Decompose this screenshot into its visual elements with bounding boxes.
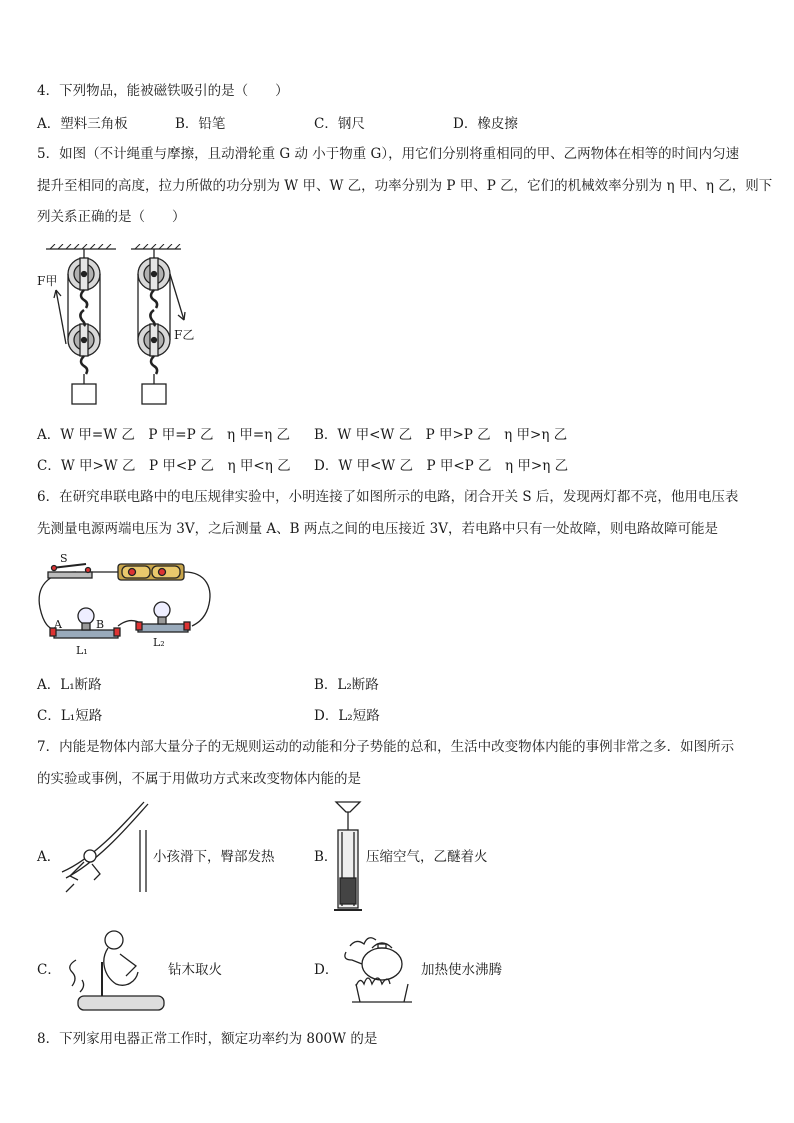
slide-child-figure — [60, 800, 152, 896]
q5-option-d: D．W 甲<W 乙 P 甲<P 乙 η 甲>η 乙 — [314, 458, 569, 474]
fig-label-a: A — [54, 618, 62, 631]
q7-option-b-letter: B． — [314, 849, 338, 865]
q7-option-c-letter: C． — [37, 962, 61, 978]
q4-option-a: A．塑料三角板 — [37, 116, 128, 132]
q6-line-1: 6．在研究串联电路中的电压规律实验中，小明连接了如图所示的电路，闭合开关 S 后，发现两灯都不亮，他用电压表 — [37, 489, 739, 505]
q7-line-2: 的实验或事例，不属于用做功方式来改变物体内能的是 — [37, 771, 361, 787]
fig-label-s: S — [60, 552, 68, 565]
q8-stem: 8．下列家用电器正常工作时，额定功率约为 800W 的是 — [37, 1031, 378, 1047]
q6-option-d: D．L₂短路 — [314, 708, 380, 724]
q4-option-d: D．橡皮擦 — [453, 116, 518, 132]
q6-option-c: C．L₁短路 — [37, 708, 103, 724]
q5-option-c: C．W 甲>W 乙 P 甲<P 乙 η 甲<η 乙 — [37, 458, 291, 474]
q5-option-a: A．W 甲=W 乙 P 甲=P 乙 η 甲=η 乙 — [37, 427, 291, 443]
q7-option-a-caption: 小孩滑下，臀部发热 — [153, 849, 275, 865]
fig-label-l2: L₂ — [153, 636, 165, 649]
q7-option-b-caption: 压缩空气，乙醚着火 — [366, 849, 488, 865]
q7-option-d-letter: D． — [314, 962, 339, 978]
q5-line-1: 5．如图（不计绳重与摩擦，且动滑轮重 G 动 小于物重 G），用它们分别将重相同的甲、乙两物体在相等的时间内匀速 — [37, 146, 740, 162]
q5-line-2: 提升至相同的高度，拉力所做的功分别为 W 甲、W 乙，功率分别为 P 甲、P 乙，它们的机械效率分别为 η 甲、η 乙，则下 — [37, 178, 773, 194]
q4-option-c: C．钢尺 — [314, 116, 365, 132]
q7-option-d-caption: 加热使水沸腾 — [421, 962, 502, 978]
q7-option-a-letter: A． — [37, 849, 61, 865]
q6-option-a: A．L₁断路 — [37, 677, 102, 693]
boiling-kettle-figure — [340, 930, 420, 1006]
q7-line-1: 7．内能是物体内部大量分子的无规则运动的动能和分子势能的总和，生活中改变物体内能的事例非常之多．如图所示 — [37, 739, 735, 755]
fig-label-f-jia: F甲 — [37, 274, 58, 288]
q5-option-b: B．W 甲<W 乙 P 甲>P 乙 η 甲>η 乙 — [314, 427, 568, 443]
q7-option-c-caption: 钻木取火 — [168, 962, 222, 978]
q6-option-b: B．L₂断路 — [314, 677, 379, 693]
q4-option-b: B．铅笔 — [175, 116, 226, 132]
air-compression-figure — [330, 798, 366, 916]
q5-line-3: 列关系正确的是（ ） — [37, 209, 186, 225]
fig-label-l1: L₁ — [76, 644, 88, 657]
fig-label-f-yi: F乙 — [174, 328, 195, 342]
q6-line-2: 先测量电源两端电压为 3V，之后测量 A、B 两点之间的电压接近 3V，若电路中只有一处故障，则电路故障可能是 — [37, 521, 719, 537]
drill-fire-figure — [64, 926, 168, 1016]
fig-label-b: B — [96, 618, 105, 631]
q4-stem: 4．下列物品，能被磁铁吸引的是（ ） — [37, 83, 289, 99]
